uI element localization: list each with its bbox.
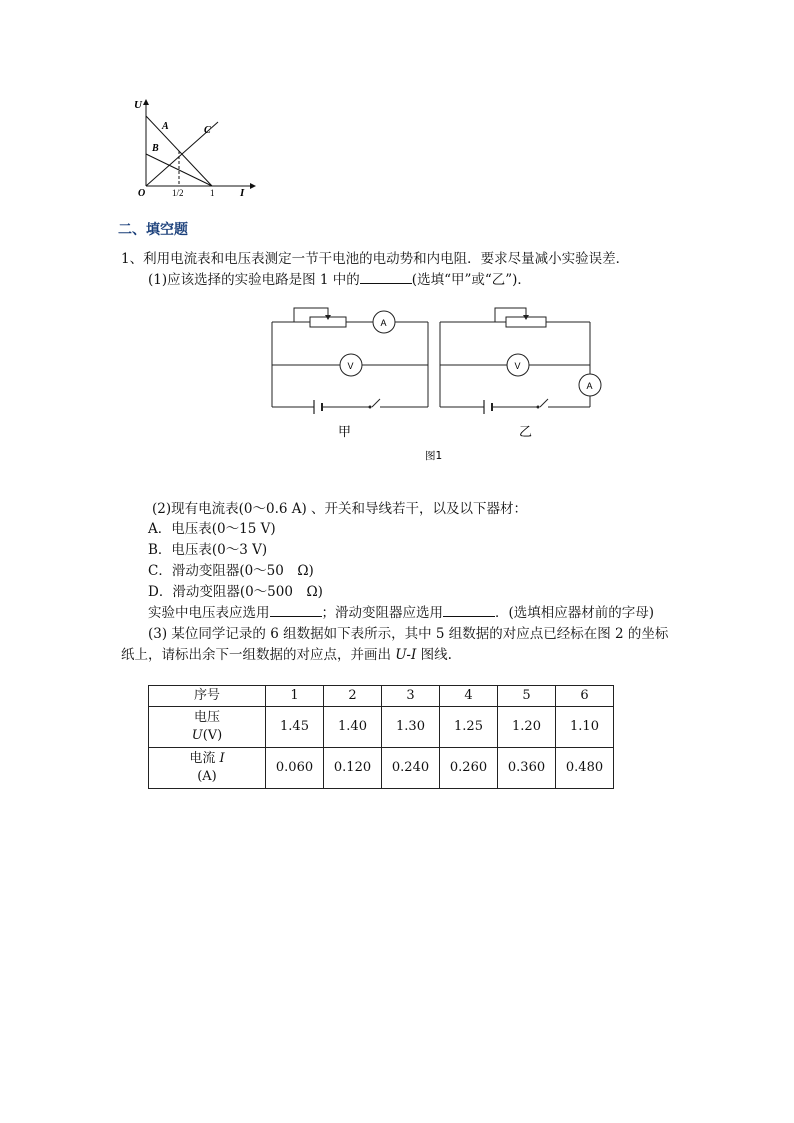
option-a: A．电压表(0～15 V) [148,521,276,537]
current-cell: 0.120 [324,748,382,789]
line-b-label: B [152,143,159,154]
current-var: I [219,751,225,766]
voltage-var: U [191,728,203,743]
current-cell: 0.260 [440,748,498,789]
label-yi: 乙 [519,425,533,440]
part-3-text-b: 图线. [416,647,452,663]
current-cell: 0.240 [382,748,440,789]
answer-blank-1[interactable] [360,271,412,284]
table-row-voltage [149,707,614,748]
voltage-unit-text: (V) [202,728,223,743]
current-cell: 0.480 [556,748,614,789]
ammeter-yi-label: A [586,381,593,391]
origin-label: O [138,188,146,199]
line-c-label: C [204,125,211,136]
voltage-cell: 1.40 [324,707,382,748]
x-axis-label: I [240,187,245,199]
answer-blank-3[interactable] [443,604,495,617]
part-2-text-b: ；滑动变阻器应选用 [321,605,443,621]
current-label [149,750,265,768]
circuit-figure [270,300,610,470]
ui-graph [128,96,258,202]
voltmeter-jia-label: V [347,361,354,371]
index-cell: 6 [556,686,614,707]
option-b: B．电压表(0～3 V) [148,542,268,558]
voltage-cell: 1.30 [382,707,440,748]
index-cell: 2 [324,686,382,707]
index-cell: 1 [266,686,324,707]
part-2-question [148,603,654,623]
table-row-index [149,686,614,707]
option-d: D．滑动变阻器(0～500 Ω) [148,584,323,600]
question-stem: 1、利用电流表和电压表测定一节干电池的电动势和内电阻．要求尽量减小实验误差． [121,251,630,267]
current-cell: 0.360 [498,748,556,789]
part-2-text-c: ．(选填相应器材前的字母) [495,605,655,621]
part-1-hint: (选填“甲”或“乙”)． [411,272,531,288]
label-jia: 甲 [338,425,352,440]
ammeter-jia-label: A [380,318,387,328]
voltage-cell: 1.25 [440,707,498,748]
voltage-header-cell [149,707,266,748]
graph-axes [143,99,256,189]
line-a-label: A [162,121,169,132]
current-unit: (A) [197,769,217,784]
part-3-line-1: (3) 某位同学记录的 6 组数据如下表所示，其中 5 组数据的对应点已经标在图 2 的坐标 [148,626,669,642]
voltage-cell: 1.20 [498,707,556,748]
part-3-text-a: 纸上，请标出余下一组数据的对应点，并画出 [121,647,396,663]
part-3-line-2 [121,645,452,665]
tick-one-label: 1 [210,188,215,198]
y-axis-label: U [134,99,142,111]
option-c: C．滑动变阻器(0～50 Ω) [148,563,314,579]
tick-half-label: 1/2 [172,188,184,198]
part-2-text-a: 实验中电压表应选用 [148,605,270,621]
voltage-cell: 1.10 [556,707,614,748]
part-1 [148,270,531,290]
index-cell: 3 [382,686,440,707]
index-cell: 5 [498,686,556,707]
part-1-text: (1)应该选择的实验电路是图 1 中的 [148,272,360,288]
voltmeter-yi-label: V [514,361,521,371]
current-header-cell [149,748,266,789]
voltage-cell: 1.45 [266,707,324,748]
header-cell: 序号 [149,686,266,707]
table-row-current [149,748,614,789]
current-cell: 0.060 [266,748,324,789]
part-2-intro: (2)现有电流表(0～0.6 A) 、开关和导线若干，以及以下器材： [152,501,528,517]
section-title: 二、填空题 [118,222,188,238]
index-cell: 4 [440,686,498,707]
ui-var: U-I [395,647,417,663]
answer-blank-2[interactable] [270,604,322,617]
data-table [148,685,614,789]
figure-caption: 图1 [425,450,443,462]
current-label-text: 电流 [189,751,220,766]
voltage-label: 电压 [193,710,220,725]
voltage-unit [149,727,265,745]
